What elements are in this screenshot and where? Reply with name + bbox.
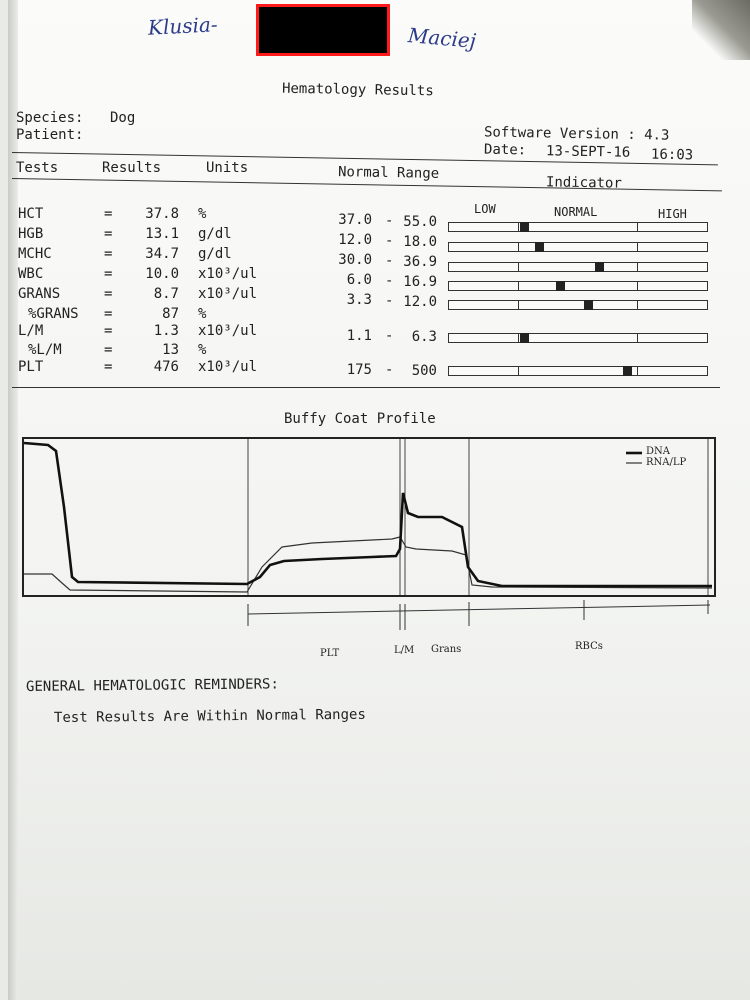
buffy-coat-chart — [22, 437, 716, 597]
handwritten-name-right: Maciej — [407, 23, 477, 53]
test-name: GRANS — [18, 286, 61, 302]
indicator-bar — [448, 333, 708, 343]
range-dash: - — [385, 233, 394, 249]
test-unit: x10³/ul — [198, 323, 258, 339]
range-low: 30.0 — [338, 252, 372, 268]
zone-label-lm: L/M — [394, 645, 415, 656]
test-name: HGB — [18, 226, 44, 242]
test-result: 34.7 — [145, 246, 179, 262]
test-name: %L/M — [28, 342, 62, 358]
indicator-marker — [535, 242, 544, 252]
table-bottom-rule — [12, 387, 720, 388]
range-low: 6.0 — [346, 272, 372, 288]
equals-sign: = — [104, 246, 113, 262]
test-unit: g/dl — [198, 246, 232, 262]
range-high: 18.0 — [403, 234, 437, 250]
indicator-bar — [448, 242, 708, 252]
range-high: 16.9 — [403, 274, 437, 290]
test-unit: % — [198, 306, 207, 322]
range-low: 175 — [346, 362, 372, 378]
test-unit: % — [198, 342, 207, 358]
species-label: Species: — [16, 110, 84, 126]
equals-sign: = — [104, 226, 113, 242]
range-high: 36.9 — [403, 254, 437, 270]
indicator-marker — [520, 222, 529, 232]
range-dash: - — [385, 213, 394, 229]
range-low: 12.0 — [338, 232, 372, 248]
header-results: Results — [102, 160, 162, 176]
range-dash: - — [385, 293, 394, 309]
equals-sign: = — [104, 306, 113, 322]
buffy-coat-title: Buffy Coat Profile — [284, 411, 436, 427]
test-result: 8.7 — [153, 286, 179, 302]
range-high: 6.3 — [411, 329, 437, 345]
indicator-marker — [520, 333, 529, 343]
range-low: 37.0 — [338, 212, 372, 228]
indicator-bar — [448, 262, 708, 272]
paper-edge — [8, 0, 18, 1000]
range-dash: - — [385, 362, 394, 378]
header-normal-range: Normal Range — [337, 164, 440, 182]
reminders-heading: GENERAL HEMATOLOGIC REMINDERS: — [25, 676, 279, 695]
indicator-normal-label: NORMAL — [554, 205, 598, 219]
indicator-marker — [623, 366, 632, 376]
test-name: MCHC — [18, 246, 52, 262]
handwritten-name-left: Klusia- — [147, 12, 219, 40]
test-unit: % — [198, 206, 207, 222]
range-high: 500 — [411, 363, 437, 379]
header-indicator: Indicator — [545, 174, 622, 192]
report-title: Hematology Results — [281, 80, 434, 100]
indicator-low-label: LOW — [474, 202, 496, 216]
test-unit: x10³/ul — [198, 286, 258, 302]
legend-dna: DNA — [646, 446, 670, 457]
header-tests: Tests — [16, 160, 59, 176]
test-unit: x10³/ul — [198, 266, 258, 282]
test-unit: g/dl — [198, 226, 232, 242]
indicator-marker — [556, 281, 565, 291]
test-result: 476 — [153, 359, 179, 375]
test-name: %GRANS — [28, 306, 79, 322]
reminders-text: Test Results Are Within Normal Ranges — [53, 706, 366, 726]
equals-sign: = — [104, 342, 113, 358]
test-name: PLT — [18, 359, 44, 375]
time-value: 16:03 — [650, 146, 694, 164]
software-version: Software Version : 4.3 — [483, 124, 670, 144]
equals-sign: = — [104, 359, 113, 375]
species-value: Dog — [110, 110, 136, 126]
test-name: WBC — [18, 266, 44, 282]
patient-label: Patient: — [16, 127, 84, 143]
range-dash: - — [385, 328, 394, 344]
test-name: L/M — [18, 323, 44, 339]
test-unit: x10³/ul — [198, 359, 258, 375]
test-result: 1.3 — [153, 323, 179, 339]
range-dash: - — [385, 273, 394, 289]
range-high: 55.0 — [403, 214, 437, 230]
redacted-box — [256, 4, 390, 56]
equals-sign: = — [104, 286, 113, 302]
equals-sign: = — [104, 206, 113, 222]
indicator-bar — [448, 300, 708, 310]
test-result: 87 — [162, 306, 179, 322]
indicator-high-label: HIGH — [658, 207, 687, 221]
range-low: 3.3 — [346, 292, 372, 308]
equals-sign: = — [104, 323, 113, 339]
test-result: 37.8 — [145, 206, 179, 222]
range-dash: - — [385, 253, 394, 269]
range-low: 1.1 — [346, 328, 372, 344]
indicator-marker — [595, 262, 604, 272]
date-value: 13-SEPT-16 — [545, 143, 631, 161]
date-label: Date: — [483, 141, 527, 159]
test-result: 13 — [162, 342, 179, 358]
zone-label-plt: PLT — [320, 648, 340, 659]
indicator-marker — [584, 300, 593, 310]
range-high: 12.0 — [403, 294, 437, 310]
equals-sign: = — [104, 266, 113, 282]
indicator-bar — [448, 281, 708, 291]
zone-brackets — [0, 600, 750, 650]
indicator-bar — [448, 222, 708, 232]
test-result: 10.0 — [145, 266, 179, 282]
zone-label-grans: Grans — [431, 644, 462, 655]
zone-label-rbcs: RBCs — [575, 641, 603, 652]
test-name: HCT — [18, 206, 44, 222]
paper-corner-shadow — [692, 0, 750, 60]
header-units: Units — [206, 160, 249, 176]
test-result: 13.1 — [145, 226, 179, 242]
indicator-bar — [448, 366, 708, 376]
legend-rna-lp: RNA/LP — [646, 457, 687, 468]
